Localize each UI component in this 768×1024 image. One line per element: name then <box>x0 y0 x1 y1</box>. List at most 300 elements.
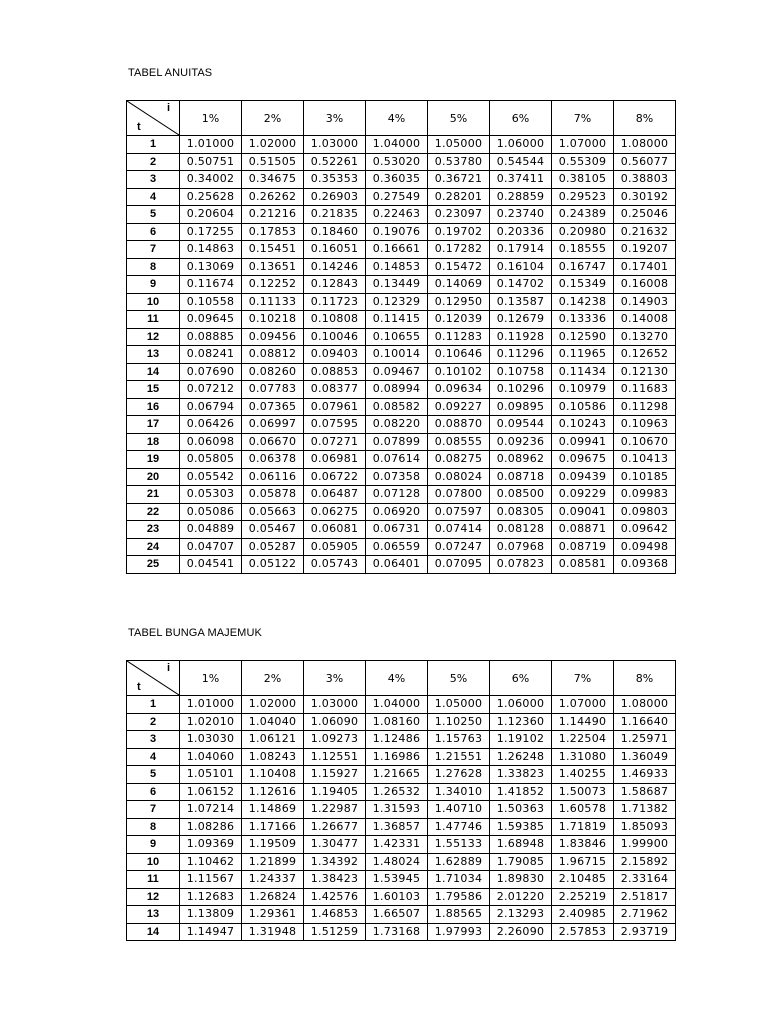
value-cell: 1.79586 <box>428 888 490 906</box>
value-cell: 0.05663 <box>242 503 304 521</box>
value-cell: 0.09229 <box>552 486 614 504</box>
rate-header-cell: 4% <box>366 661 428 696</box>
value-cell: 1.22504 <box>552 731 614 749</box>
table-row <box>127 468 676 486</box>
value-cell: 0.17914 <box>490 241 552 259</box>
value-cell: 1.19102 <box>490 731 552 749</box>
value-cell: 2.51817 <box>614 888 676 906</box>
value-cell: 1.06152 <box>180 783 242 801</box>
value-cell: 1.42331 <box>366 836 428 854</box>
value-cell: 0.18555 <box>552 241 614 259</box>
table-row <box>127 258 676 276</box>
value-cell: 1.60578 <box>552 801 614 819</box>
value-cell: 0.08718 <box>490 468 552 486</box>
diagonal-divider <box>127 101 179 135</box>
value-cell: 1.03000 <box>304 136 366 154</box>
value-cell: 0.09675 <box>552 451 614 469</box>
value-cell: 0.11723 <box>304 293 366 311</box>
value-cell: 1.06090 <box>304 713 366 731</box>
value-cell: 1.48024 <box>366 853 428 871</box>
value-cell: 0.14069 <box>428 276 490 294</box>
value-cell: 0.08870 <box>428 416 490 434</box>
value-cell: 1.50363 <box>490 801 552 819</box>
value-cell: 1.01000 <box>180 136 242 154</box>
annuity-table-title: TABEL ANUITAS <box>128 67 213 79</box>
header-row <box>127 661 676 696</box>
value-cell: 1.40255 <box>552 766 614 784</box>
value-cell: 0.12130 <box>614 363 676 381</box>
value-cell: 0.13069 <box>180 258 242 276</box>
value-cell: 1.12683 <box>180 888 242 906</box>
period-cell: 14 <box>127 923 180 941</box>
value-cell: 0.08582 <box>366 398 428 416</box>
value-cell: 0.08994 <box>366 381 428 399</box>
period-cell: 17 <box>127 416 180 434</box>
value-cell: 0.36721 <box>428 171 490 189</box>
value-cell: 0.14903 <box>614 293 676 311</box>
value-cell: 0.06731 <box>366 521 428 539</box>
value-cell: 0.38105 <box>552 171 614 189</box>
value-cell: 1.24337 <box>242 871 304 889</box>
value-cell: 2.71962 <box>614 906 676 924</box>
value-cell: 1.16640 <box>614 713 676 731</box>
value-cell: 0.12843 <box>304 276 366 294</box>
value-cell: 0.10586 <box>552 398 614 416</box>
value-cell: 0.10102 <box>428 363 490 381</box>
value-cell: 1.08243 <box>242 748 304 766</box>
value-cell: 1.13809 <box>180 906 242 924</box>
value-cell: 0.12950 <box>428 293 490 311</box>
value-cell: 0.05805 <box>180 451 242 469</box>
table-row <box>127 206 676 224</box>
value-cell: 0.09544 <box>490 416 552 434</box>
value-cell: 0.08260 <box>242 363 304 381</box>
value-cell: 1.02000 <box>242 136 304 154</box>
value-cell: 0.09041 <box>552 503 614 521</box>
value-cell: 1.36049 <box>614 748 676 766</box>
value-cell: 0.07614 <box>366 451 428 469</box>
compound-interest-table-container <box>126 660 676 941</box>
period-cell: 9 <box>127 276 180 294</box>
value-cell: 1.07000 <box>552 136 614 154</box>
period-cell: 7 <box>127 801 180 819</box>
value-cell: 0.14853 <box>366 258 428 276</box>
period-cell: 11 <box>127 871 180 889</box>
value-cell: 0.07823 <box>490 556 552 574</box>
value-cell: 0.06722 <box>304 468 366 486</box>
period-cell: 22 <box>127 503 180 521</box>
value-cell: 2.57853 <box>552 923 614 941</box>
period-cell: 20 <box>127 468 180 486</box>
value-cell: 2.15892 <box>614 853 676 871</box>
period-cell: 24 <box>127 538 180 556</box>
period-cell: 19 <box>127 451 180 469</box>
annuity-table <box>126 100 676 574</box>
value-cell: 1.53945 <box>366 871 428 889</box>
period-cell: 21 <box>127 486 180 504</box>
value-cell: 0.09498 <box>614 538 676 556</box>
rate-header-cell: 1% <box>180 661 242 696</box>
value-cell: 0.05303 <box>180 486 242 504</box>
value-cell: 0.06487 <box>304 486 366 504</box>
value-cell: 1.05101 <box>180 766 242 784</box>
value-cell: 0.19207 <box>614 241 676 259</box>
value-cell: 1.47746 <box>428 818 490 836</box>
rate-header-cell: 8% <box>614 661 676 696</box>
table-row <box>127 871 676 889</box>
value-cell: 0.09368 <box>614 556 676 574</box>
value-cell: 0.22463 <box>366 206 428 224</box>
value-cell: 0.12590 <box>552 328 614 346</box>
compound-interest-table-title: TABEL BUNGA MAJEMUK <box>128 627 262 639</box>
value-cell: 0.17401 <box>614 258 676 276</box>
value-cell: 0.12039 <box>428 311 490 329</box>
value-cell: 1.04000 <box>366 136 428 154</box>
value-cell: 1.71382 <box>614 801 676 819</box>
value-cell: 0.08305 <box>490 503 552 521</box>
value-cell: 1.09273 <box>304 731 366 749</box>
period-cell: 25 <box>127 556 180 574</box>
table-row <box>127 503 676 521</box>
value-cell: 0.07365 <box>242 398 304 416</box>
value-cell: 1.03000 <box>304 696 366 714</box>
value-cell: 0.09634 <box>428 381 490 399</box>
table-row <box>127 538 676 556</box>
value-cell: 1.46933 <box>614 766 676 784</box>
value-cell: 1.11567 <box>180 871 242 889</box>
value-cell: 0.06559 <box>366 538 428 556</box>
rate-header-cell: 6% <box>490 661 552 696</box>
value-cell: 0.28201 <box>428 188 490 206</box>
value-cell: 0.06997 <box>242 416 304 434</box>
value-cell: 0.05467 <box>242 521 304 539</box>
value-cell: 0.21835 <box>304 206 366 224</box>
value-cell: 1.04000 <box>366 696 428 714</box>
value-cell: 0.13449 <box>366 276 428 294</box>
value-cell: 0.11133 <box>242 293 304 311</box>
value-cell: 1.33823 <box>490 766 552 784</box>
table-row <box>127 153 676 171</box>
value-cell: 0.08241 <box>180 346 242 364</box>
value-cell: 1.97993 <box>428 923 490 941</box>
value-cell: 0.09403 <box>304 346 366 364</box>
value-cell: 0.08275 <box>428 451 490 469</box>
value-cell: 0.07358 <box>366 468 428 486</box>
value-cell: 0.12652 <box>614 346 676 364</box>
value-cell: 1.68948 <box>490 836 552 854</box>
value-cell: 1.10408 <box>242 766 304 784</box>
value-cell: 1.05000 <box>428 136 490 154</box>
compound-interest-table <box>126 660 676 941</box>
value-cell: 0.07247 <box>428 538 490 556</box>
rate-header-cell: 8% <box>614 101 676 136</box>
table-row <box>127 416 676 434</box>
value-cell: 0.05743 <box>304 556 366 574</box>
value-cell: 0.16747 <box>552 258 614 276</box>
value-cell: 1.08286 <box>180 818 242 836</box>
value-cell: 0.09803 <box>614 503 676 521</box>
value-cell: 0.07414 <box>428 521 490 539</box>
value-cell: 0.07800 <box>428 486 490 504</box>
value-cell: 0.11296 <box>490 346 552 364</box>
value-cell: 0.08885 <box>180 328 242 346</box>
period-cell: 14 <box>127 363 180 381</box>
rate-header-cell: 2% <box>242 661 304 696</box>
value-cell: 1.08000 <box>614 696 676 714</box>
value-cell: 1.31948 <box>242 923 304 941</box>
value-cell: 1.06000 <box>490 136 552 154</box>
value-cell: 0.11674 <box>180 276 242 294</box>
value-cell: 2.33164 <box>614 871 676 889</box>
value-cell: 1.08000 <box>614 136 676 154</box>
value-cell: 0.08377 <box>304 381 366 399</box>
value-cell: 0.06426 <box>180 416 242 434</box>
value-cell: 1.46853 <box>304 906 366 924</box>
value-cell: 0.16661 <box>366 241 428 259</box>
table-row <box>127 398 676 416</box>
period-cell: 13 <box>127 906 180 924</box>
value-cell: 2.10485 <box>552 871 614 889</box>
value-cell: 0.08220 <box>366 416 428 434</box>
value-cell: 1.21899 <box>242 853 304 871</box>
value-cell: 0.10655 <box>366 328 428 346</box>
rate-header-cell: 5% <box>428 101 490 136</box>
period-cell: 5 <box>127 766 180 784</box>
table-row <box>127 136 676 154</box>
value-cell: 0.05086 <box>180 503 242 521</box>
value-cell: 0.08128 <box>490 521 552 539</box>
value-cell: 0.11298 <box>614 398 676 416</box>
value-cell: 1.31080 <box>552 748 614 766</box>
table-row <box>127 836 676 854</box>
value-cell: 0.12252 <box>242 276 304 294</box>
value-cell: 0.14008 <box>614 311 676 329</box>
value-cell: 1.25971 <box>614 731 676 749</box>
value-cell: 0.10979 <box>552 381 614 399</box>
value-cell: 1.26248 <box>490 748 552 766</box>
value-cell: 0.15451 <box>242 241 304 259</box>
annuity-table-container <box>126 100 676 574</box>
period-cell: 4 <box>127 188 180 206</box>
value-cell: 0.13270 <box>614 328 676 346</box>
value-cell: 0.24389 <box>552 206 614 224</box>
value-cell: 1.02010 <box>180 713 242 731</box>
value-cell: 0.09983 <box>614 486 676 504</box>
header-row <box>127 101 676 136</box>
period-cell: 10 <box>127 853 180 871</box>
value-cell: 0.16051 <box>304 241 366 259</box>
value-cell: 0.26903 <box>304 188 366 206</box>
value-cell: 0.10185 <box>614 468 676 486</box>
value-cell: 0.09439 <box>552 468 614 486</box>
rate-header-cell: 5% <box>428 661 490 696</box>
value-cell: 1.21665 <box>366 766 428 784</box>
corner-header-cell <box>127 101 180 136</box>
value-cell: 0.50751 <box>180 153 242 171</box>
value-cell: 0.06081 <box>304 521 366 539</box>
value-cell: 0.14246 <box>304 258 366 276</box>
value-cell: 1.10250 <box>428 713 490 731</box>
value-cell: 0.35353 <box>304 171 366 189</box>
value-cell: 0.34002 <box>180 171 242 189</box>
table-row <box>127 731 676 749</box>
value-cell: 0.05287 <box>242 538 304 556</box>
value-cell: 1.66507 <box>366 906 428 924</box>
value-cell: 1.83846 <box>552 836 614 854</box>
value-cell: 1.15927 <box>304 766 366 784</box>
value-cell: 0.11283 <box>428 328 490 346</box>
value-cell: 0.14863 <box>180 241 242 259</box>
value-cell: 0.09642 <box>614 521 676 539</box>
value-cell: 0.20336 <box>490 223 552 241</box>
value-cell: 0.15349 <box>552 276 614 294</box>
value-cell: 0.10014 <box>366 346 428 364</box>
value-cell: 1.79085 <box>490 853 552 871</box>
value-cell: 1.27628 <box>428 766 490 784</box>
value-cell: 0.06116 <box>242 468 304 486</box>
value-cell: 0.13651 <box>242 258 304 276</box>
value-cell: 0.08719 <box>552 538 614 556</box>
value-cell: 1.12360 <box>490 713 552 731</box>
table-row <box>127 346 676 364</box>
value-cell: 1.10462 <box>180 853 242 871</box>
value-cell: 0.06794 <box>180 398 242 416</box>
value-cell: 1.30477 <box>304 836 366 854</box>
value-cell: 0.07961 <box>304 398 366 416</box>
period-cell: 8 <box>127 258 180 276</box>
corner-header-cell <box>127 661 180 696</box>
value-cell: 0.08962 <box>490 451 552 469</box>
value-cell: 0.10046 <box>304 328 366 346</box>
value-cell: 0.56077 <box>614 153 676 171</box>
value-cell: 0.37411 <box>490 171 552 189</box>
value-cell: 1.50073 <box>552 783 614 801</box>
value-cell: 0.07968 <box>490 538 552 556</box>
table-row <box>127 853 676 871</box>
value-cell: 0.09941 <box>552 433 614 451</box>
value-cell: 1.19509 <box>242 836 304 854</box>
value-cell: 0.52261 <box>304 153 366 171</box>
value-cell: 0.17853 <box>242 223 304 241</box>
table-row <box>127 888 676 906</box>
value-cell: 1.31593 <box>366 801 428 819</box>
value-cell: 0.08024 <box>428 468 490 486</box>
value-cell: 0.04889 <box>180 521 242 539</box>
table-row <box>127 276 676 294</box>
period-cell: 4 <box>127 748 180 766</box>
period-cell: 12 <box>127 328 180 346</box>
value-cell: 1.89830 <box>490 871 552 889</box>
value-cell: 0.21216 <box>242 206 304 224</box>
value-cell: 1.55133 <box>428 836 490 854</box>
value-cell: 2.13293 <box>490 906 552 924</box>
period-cell: 18 <box>127 433 180 451</box>
period-cell: 23 <box>127 521 180 539</box>
diagonal-divider <box>127 661 179 695</box>
value-cell: 2.25219 <box>552 888 614 906</box>
value-cell: 0.10963 <box>614 416 676 434</box>
table-row <box>127 451 676 469</box>
value-cell: 1.15763 <box>428 731 490 749</box>
value-cell: 0.21632 <box>614 223 676 241</box>
corner-label-period: t <box>137 121 141 133</box>
table-row <box>127 171 676 189</box>
value-cell: 1.62889 <box>428 853 490 871</box>
value-cell: 1.71819 <box>552 818 614 836</box>
period-cell: 2 <box>127 713 180 731</box>
value-cell: 1.01000 <box>180 696 242 714</box>
value-cell: 0.23740 <box>490 206 552 224</box>
value-cell: 1.60103 <box>366 888 428 906</box>
corner-label-period: t <box>137 681 141 693</box>
value-cell: 1.12551 <box>304 748 366 766</box>
value-cell: 0.04707 <box>180 538 242 556</box>
value-cell: 0.30192 <box>614 188 676 206</box>
value-cell: 0.09456 <box>242 328 304 346</box>
table-row <box>127 486 676 504</box>
value-cell: 0.26262 <box>242 188 304 206</box>
corner-label-rate: i <box>166 102 170 114</box>
value-cell: 0.11928 <box>490 328 552 346</box>
value-cell: 0.14238 <box>552 293 614 311</box>
value-cell: 1.03030 <box>180 731 242 749</box>
value-cell: 1.07214 <box>180 801 242 819</box>
rate-header-cell: 6% <box>490 101 552 136</box>
value-cell: 0.10558 <box>180 293 242 311</box>
value-cell: 0.20604 <box>180 206 242 224</box>
value-cell: 0.08812 <box>242 346 304 364</box>
value-cell: 0.51505 <box>242 153 304 171</box>
value-cell: 1.07000 <box>552 696 614 714</box>
value-cell: 0.09645 <box>180 311 242 329</box>
period-cell: 12 <box>127 888 180 906</box>
value-cell: 1.06000 <box>490 696 552 714</box>
value-cell: 1.34010 <box>428 783 490 801</box>
table-row <box>127 748 676 766</box>
value-cell: 0.17255 <box>180 223 242 241</box>
value-cell: 0.09236 <box>490 433 552 451</box>
table-row <box>127 906 676 924</box>
value-cell: 0.15472 <box>428 258 490 276</box>
value-cell: 0.06098 <box>180 433 242 451</box>
value-cell: 1.06121 <box>242 731 304 749</box>
table-row <box>127 783 676 801</box>
value-cell: 0.14702 <box>490 276 552 294</box>
table-row <box>127 328 676 346</box>
table-row <box>127 766 676 784</box>
table-row <box>127 311 676 329</box>
table-row <box>127 521 676 539</box>
value-cell: 0.16104 <box>490 258 552 276</box>
value-cell: 0.16008 <box>614 276 676 294</box>
value-cell: 1.09369 <box>180 836 242 854</box>
value-cell: 0.07212 <box>180 381 242 399</box>
value-cell: 0.25046 <box>614 206 676 224</box>
period-cell: 9 <box>127 836 180 854</box>
period-cell: 8 <box>127 818 180 836</box>
value-cell: 0.07271 <box>304 433 366 451</box>
value-cell: 1.04040 <box>242 713 304 731</box>
value-cell: 0.07595 <box>304 416 366 434</box>
value-cell: 0.10646 <box>428 346 490 364</box>
value-cell: 0.07899 <box>366 433 428 451</box>
value-cell: 0.09227 <box>428 398 490 416</box>
period-cell: 2 <box>127 153 180 171</box>
table-row <box>127 188 676 206</box>
table-row <box>127 241 676 259</box>
value-cell: 1.40710 <box>428 801 490 819</box>
value-cell: 0.07597 <box>428 503 490 521</box>
